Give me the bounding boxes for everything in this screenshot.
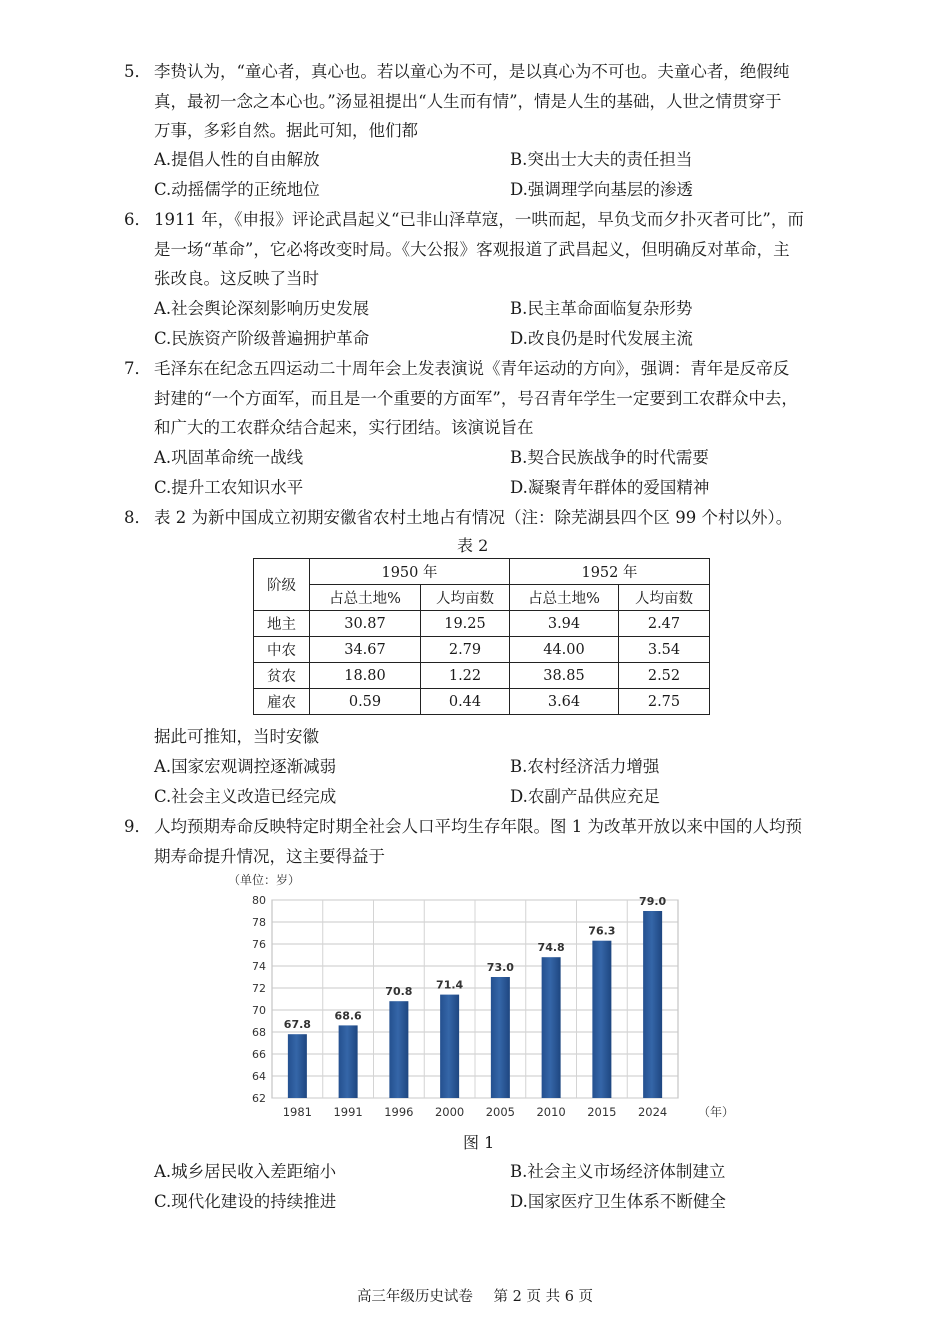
table-cell: 2.52 xyxy=(619,663,710,689)
option-a[interactable]: A.城乡居民收入差距缩小 xyxy=(154,1162,337,1181)
table-cell: 30.87 xyxy=(310,611,421,637)
question-stem: 据此可推知，当时安徽 xyxy=(154,727,319,746)
bar xyxy=(339,1025,358,1098)
option-d[interactable]: D.国家医疗卫生体系不断健全 xyxy=(510,1191,726,1211)
question-6 xyxy=(124,205,839,294)
question-number: 6． xyxy=(124,210,151,229)
option-a[interactable]: A.社会舆论深刻影响历史发展 xyxy=(154,299,370,318)
option-a[interactable]: A.巩固革命统一战线 xyxy=(154,448,304,467)
stem-line: 真，最初一念之本心也。”汤显祖提出“人生而有情”，情是人生的基础，人世之情贯穿于 xyxy=(154,91,782,111)
question-5-options xyxy=(154,145,844,204)
y-tick-label: 70 xyxy=(252,1004,266,1017)
x-unit-label: （年） xyxy=(698,1105,735,1119)
x-tick-label: 1991 xyxy=(333,1105,363,1119)
x-tick-label: 2015 xyxy=(587,1105,617,1119)
table-cell: 0.59 xyxy=(310,689,421,715)
table-cell: 1.22 xyxy=(421,663,510,689)
y-tick-label: 68 xyxy=(252,1026,266,1039)
table-cell: 38.85 xyxy=(510,663,619,689)
table-cell: 2.75 xyxy=(619,689,710,715)
column-header: 人均亩数 xyxy=(619,585,710,611)
stem-line: 人均预期寿命反映特定时期全社会人口平均生存年限。图 1 为改革开放以来中国的人均预 xyxy=(154,817,802,836)
question-stem xyxy=(154,812,839,871)
option-c[interactable]: C.民族资产阶级普遍拥护革命 xyxy=(154,328,370,348)
option-b[interactable]: B.突出士大夫的责任担当 xyxy=(510,150,693,169)
row-label: 雇农 xyxy=(254,689,310,715)
option-d[interactable]: D.凝聚青年群体的爱国精神 xyxy=(510,477,710,497)
y-tick-label: 76 xyxy=(252,938,266,951)
figure-caption: 图 1 xyxy=(463,1133,495,1152)
x-tick-label: 1996 xyxy=(384,1105,414,1119)
option-b[interactable]: B.民主革命面临复杂形势 xyxy=(510,299,693,318)
stem-line: 万事，多彩自然。据此可知，他们都 xyxy=(154,121,418,140)
column-header: 占总土地% xyxy=(310,585,421,611)
bar xyxy=(389,1001,408,1098)
table-corner-header: 阶级 xyxy=(254,559,310,611)
question-stem xyxy=(154,205,839,294)
question-number: 7． xyxy=(124,359,151,378)
stem-line: 1911 年，《申报》评论武昌起义“已非山泽草寇，一哄而起，早负戈而夕扑灭者可比”，而 xyxy=(154,210,804,229)
data-label: 79.0 xyxy=(639,895,667,908)
row-label: 贫农 xyxy=(254,663,310,689)
option-c[interactable]: C.提升工农知识水平 xyxy=(154,477,304,497)
option-c[interactable]: C.现代化建设的持续推进 xyxy=(154,1191,337,1211)
data-label: 71.4 xyxy=(436,978,464,992)
stem-line: 李贽认为，“童心者，真心也。若以童心为不可，是以真心为不可也。夫童心者，绝假纯 xyxy=(154,62,790,81)
data-label: 70.8 xyxy=(385,985,413,999)
question-7-options xyxy=(154,443,844,502)
question-8 xyxy=(124,503,839,533)
option-d[interactable]: D.农副产品供应充足 xyxy=(510,786,660,806)
question-8-followup xyxy=(124,722,839,752)
y-tick-label: 72 xyxy=(252,982,266,995)
stem-line: 封建的“一个方面军，而且是一个重要的方面军”，号召青年学生一定要到工农群众中去， xyxy=(154,388,798,408)
data-label: 73.0 xyxy=(486,961,514,974)
table-cell: 19.25 xyxy=(421,611,510,637)
question-stem xyxy=(154,354,839,443)
table-cell: 2.79 xyxy=(421,637,510,663)
question-number: 9． xyxy=(124,817,151,836)
option-a[interactable]: A.提倡人性的自由解放 xyxy=(154,150,320,169)
x-tick-label: 2024 xyxy=(637,1105,668,1119)
table-cell: 3.54 xyxy=(619,637,710,663)
question-8-options xyxy=(154,752,844,811)
data-label: 67.8 xyxy=(283,1018,311,1032)
option-b[interactable]: B.契合民族战争的时代需要 xyxy=(510,448,709,467)
y-tick-label: 62 xyxy=(252,1092,266,1105)
option-a[interactable]: A.国家宏观调控逐渐减弱 xyxy=(154,757,337,776)
question-7 xyxy=(124,354,839,443)
data-label: 74.8 xyxy=(537,941,565,955)
question-stem xyxy=(154,57,839,146)
table-cell: 44.00 xyxy=(510,637,619,663)
bar xyxy=(643,911,662,1098)
row-label: 中农 xyxy=(254,637,310,663)
stem-line: 期寿命提升情况，这主要得益于 xyxy=(154,846,385,866)
option-c[interactable]: C.社会主义改造已经完成 xyxy=(154,786,337,806)
question-stem xyxy=(154,503,839,533)
table-caption: 表 2 xyxy=(457,536,489,555)
page-footer xyxy=(0,1285,950,1306)
chart-svg xyxy=(220,870,740,1125)
y-unit-label: （单位：岁） xyxy=(228,873,301,887)
data-label: 76.3 xyxy=(588,924,616,938)
x-tick-label: 2010 xyxy=(536,1105,566,1119)
bar xyxy=(542,957,561,1098)
table-cell: 3.94 xyxy=(510,611,619,637)
question-6-options xyxy=(154,294,844,353)
table-row xyxy=(254,663,710,689)
bar xyxy=(440,995,459,1098)
column-header: 人均亩数 xyxy=(421,585,510,611)
y-tick-label: 64 xyxy=(252,1070,266,1083)
x-tick-label: 1981 xyxy=(282,1105,313,1119)
table-cell: 3.64 xyxy=(510,689,619,715)
table-row xyxy=(254,689,710,715)
table-row xyxy=(254,611,710,637)
x-tick-label: 2000 xyxy=(434,1105,465,1119)
year-header: 1950 年 xyxy=(310,559,510,585)
exam-title: 高三年级历史试卷 xyxy=(356,1289,473,1305)
option-b[interactable]: B.社会主义市场经济体制建立 xyxy=(510,1162,726,1181)
bar xyxy=(491,977,510,1098)
stem-line: 和广大的工农群众结合起来，实行团结。该演说旨在 xyxy=(154,418,534,437)
table-row xyxy=(254,637,710,663)
table-cell: 18.80 xyxy=(310,663,421,689)
stem-line: 表 2 为新中国成立初期安徽省农村土地占有情况（注：除芜湖县四个区 99 个村以外）。 xyxy=(154,508,793,527)
bar xyxy=(288,1034,307,1098)
option-b[interactable]: B.农村经济活力增强 xyxy=(510,757,660,776)
question-9 xyxy=(124,812,839,871)
page-number: 第 2 页 共 6 页 xyxy=(493,1289,594,1305)
x-tick-label: 2005 xyxy=(485,1105,516,1119)
year-header: 1952 年 xyxy=(510,559,710,585)
option-d[interactable]: D.改良仍是时代发展主流 xyxy=(510,328,693,348)
data-label: 68.6 xyxy=(334,1009,362,1023)
life-expectancy-chart xyxy=(220,870,740,1125)
row-label: 地主 xyxy=(254,611,310,637)
land-ownership-table xyxy=(253,558,710,715)
question-number: 8． xyxy=(124,508,151,527)
y-tick-label: 80 xyxy=(252,894,266,907)
stem-line: 毛泽东在纪念五四运动二十周年会上发表演说《青年运动的方向》，强调：青年是反帝反 xyxy=(154,359,790,378)
stem-line: 张改良。这反映了当时 xyxy=(154,269,319,288)
question-5 xyxy=(124,57,839,146)
question-number: 5． xyxy=(124,62,151,81)
option-d[interactable]: D.强调理学向基层的渗透 xyxy=(510,179,693,199)
column-header: 占总土地% xyxy=(510,585,619,611)
table-cell: 2.47 xyxy=(619,611,710,637)
option-c[interactable]: C.动摇儒学的正统地位 xyxy=(154,179,320,199)
bar xyxy=(592,941,611,1098)
y-tick-label: 74 xyxy=(252,960,266,973)
table-cell: 0.44 xyxy=(421,689,510,715)
table-cell: 34.67 xyxy=(310,637,421,663)
y-tick-label: 66 xyxy=(252,1048,266,1061)
question-9-options xyxy=(154,1157,844,1216)
y-tick-label: 78 xyxy=(252,916,266,929)
stem-line: 是一场“革命”，它必将改变时局。《大公报》客观报道了武昌起义，但明确反对革命，主 xyxy=(154,239,790,259)
